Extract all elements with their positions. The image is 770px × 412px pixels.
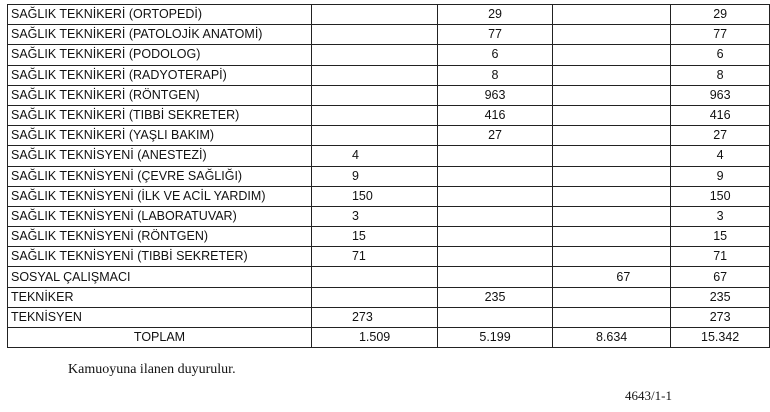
- grand-total: 15.342: [671, 328, 770, 348]
- count-col-2: [438, 186, 553, 206]
- count-col-2: [438, 267, 553, 287]
- count-col-2: 235: [438, 287, 553, 307]
- row-total: 67: [671, 267, 770, 287]
- table-row: [8, 287, 770, 307]
- count-col-1: 150: [311, 186, 437, 206]
- table-row: [8, 65, 770, 85]
- count-col-2: 416: [438, 105, 553, 125]
- count-col-1: [311, 45, 437, 65]
- table-row: [8, 166, 770, 186]
- count-col-1: [311, 85, 437, 105]
- table-row: [8, 307, 770, 327]
- count-col-2: 27: [438, 126, 553, 146]
- row-total: 29: [671, 5, 770, 25]
- position-title: TEKNİKER: [8, 287, 312, 307]
- position-title: SAĞLIK TEKNİSYENİ (ÇEVRE SAĞLIĞI): [8, 166, 312, 186]
- count-col-3: [552, 307, 670, 327]
- count-col-3: [552, 25, 670, 45]
- position-title: SAĞLIK TEKNİSYENİ (ANESTEZİ): [8, 146, 312, 166]
- row-total: 273: [671, 307, 770, 327]
- row-total: 416: [671, 105, 770, 125]
- position-title: SAĞLIK TEKNİSYENİ (RÖNTGEN): [8, 227, 312, 247]
- count-col-2: [438, 307, 553, 327]
- total-col-2: 5.199: [438, 328, 553, 348]
- count-col-1: [311, 126, 437, 146]
- count-col-1: [311, 5, 437, 25]
- table-row: [8, 25, 770, 45]
- count-col-1: [311, 105, 437, 125]
- table-row: [8, 85, 770, 105]
- count-col-3: [552, 186, 670, 206]
- count-col-1: 9: [311, 166, 437, 186]
- table-row: [8, 227, 770, 247]
- count-col-1: 3: [311, 206, 437, 226]
- row-total: 150: [671, 186, 770, 206]
- total-row: [8, 328, 770, 348]
- row-total: 27: [671, 126, 770, 146]
- reference-number: 4643/1-1: [625, 388, 672, 403]
- count-col-1: [311, 25, 437, 45]
- count-col-3: [552, 227, 670, 247]
- row-total: 235: [671, 287, 770, 307]
- table-row: [8, 5, 770, 25]
- position-title: SAĞLIK TEKNİSYENİ (TIBBİ SEKRETER): [8, 247, 312, 267]
- table-row: [8, 126, 770, 146]
- count-col-1: [311, 65, 437, 85]
- table-row: [8, 247, 770, 267]
- count-col-1: [311, 287, 437, 307]
- row-total: 77: [671, 25, 770, 45]
- count-col-3: [552, 45, 670, 65]
- table-row: [8, 186, 770, 206]
- count-col-1: 15: [311, 227, 437, 247]
- row-total: 4: [671, 146, 770, 166]
- row-total: 8: [671, 65, 770, 85]
- count-col-3: [552, 85, 670, 105]
- count-col-2: [438, 146, 553, 166]
- count-col-2: 77: [438, 25, 553, 45]
- count-col-1: 273: [311, 307, 437, 327]
- table-body: [8, 5, 770, 348]
- table-row: [8, 267, 770, 287]
- count-col-3: [552, 5, 670, 25]
- total-label: TOPLAM: [8, 328, 312, 348]
- count-col-2: [438, 227, 553, 247]
- position-title: SAĞLIK TEKNİKERİ (PATOLOJİK ANATOMİ): [8, 25, 312, 45]
- position-title: SAĞLIK TEKNİSYENİ (LABORATUVAR): [8, 206, 312, 226]
- row-total: 3: [671, 206, 770, 226]
- count-col-3: [552, 146, 670, 166]
- count-col-2: 29: [438, 5, 553, 25]
- count-col-1: 71: [311, 247, 437, 267]
- count-col-2: [438, 206, 553, 226]
- row-total: 15: [671, 227, 770, 247]
- count-col-3: [552, 247, 670, 267]
- count-col-1: 4: [311, 146, 437, 166]
- row-total: 963: [671, 85, 770, 105]
- row-total: 6: [671, 45, 770, 65]
- total-col-3: 8.634: [552, 328, 670, 348]
- count-col-2: 6: [438, 45, 553, 65]
- count-col-3: [552, 105, 670, 125]
- position-title: SAĞLIK TEKNİSYENİ (İLK VE ACİL YARDIM): [8, 186, 312, 206]
- position-title: SAĞLIK TEKNİKERİ (RÖNTGEN): [8, 85, 312, 105]
- position-title: SAĞLIK TEKNİKERİ (RADYOTERAPİ): [8, 65, 312, 85]
- count-col-2: [438, 247, 553, 267]
- position-title: SAĞLIK TEKNİKERİ (ORTOPEDİ): [8, 5, 312, 25]
- position-title: TEKNİSYEN: [8, 307, 312, 327]
- row-total: 9: [671, 166, 770, 186]
- count-col-3: 67: [552, 267, 670, 287]
- position-title: SAĞLIK TEKNİKERİ (YAŞLI BAKIM): [8, 126, 312, 146]
- public-notice: Kamuoyuna ilanen duyurulur.: [68, 362, 236, 377]
- count-col-2: [438, 166, 553, 186]
- count-col-3: [552, 166, 670, 186]
- position-title: SAĞLIK TEKNİKERİ (PODOLOG): [8, 45, 312, 65]
- count-col-3: [552, 206, 670, 226]
- staff-allocation-table: [7, 4, 770, 348]
- count-col-3: [552, 65, 670, 85]
- table-row: [8, 146, 770, 166]
- table-row: [8, 45, 770, 65]
- table-row: [8, 206, 770, 226]
- total-col-1: 1.509: [311, 328, 437, 348]
- count-col-2: 8: [438, 65, 553, 85]
- count-col-2: 963: [438, 85, 553, 105]
- row-total: 71: [671, 247, 770, 267]
- count-col-3: [552, 126, 670, 146]
- position-title: SOSYAL ÇALIŞMACI: [8, 267, 312, 287]
- position-title: SAĞLIK TEKNİKERİ (TIBBİ SEKRETER): [8, 105, 312, 125]
- table-row: [8, 105, 770, 125]
- count-col-3: [552, 287, 670, 307]
- count-col-1: [311, 267, 437, 287]
